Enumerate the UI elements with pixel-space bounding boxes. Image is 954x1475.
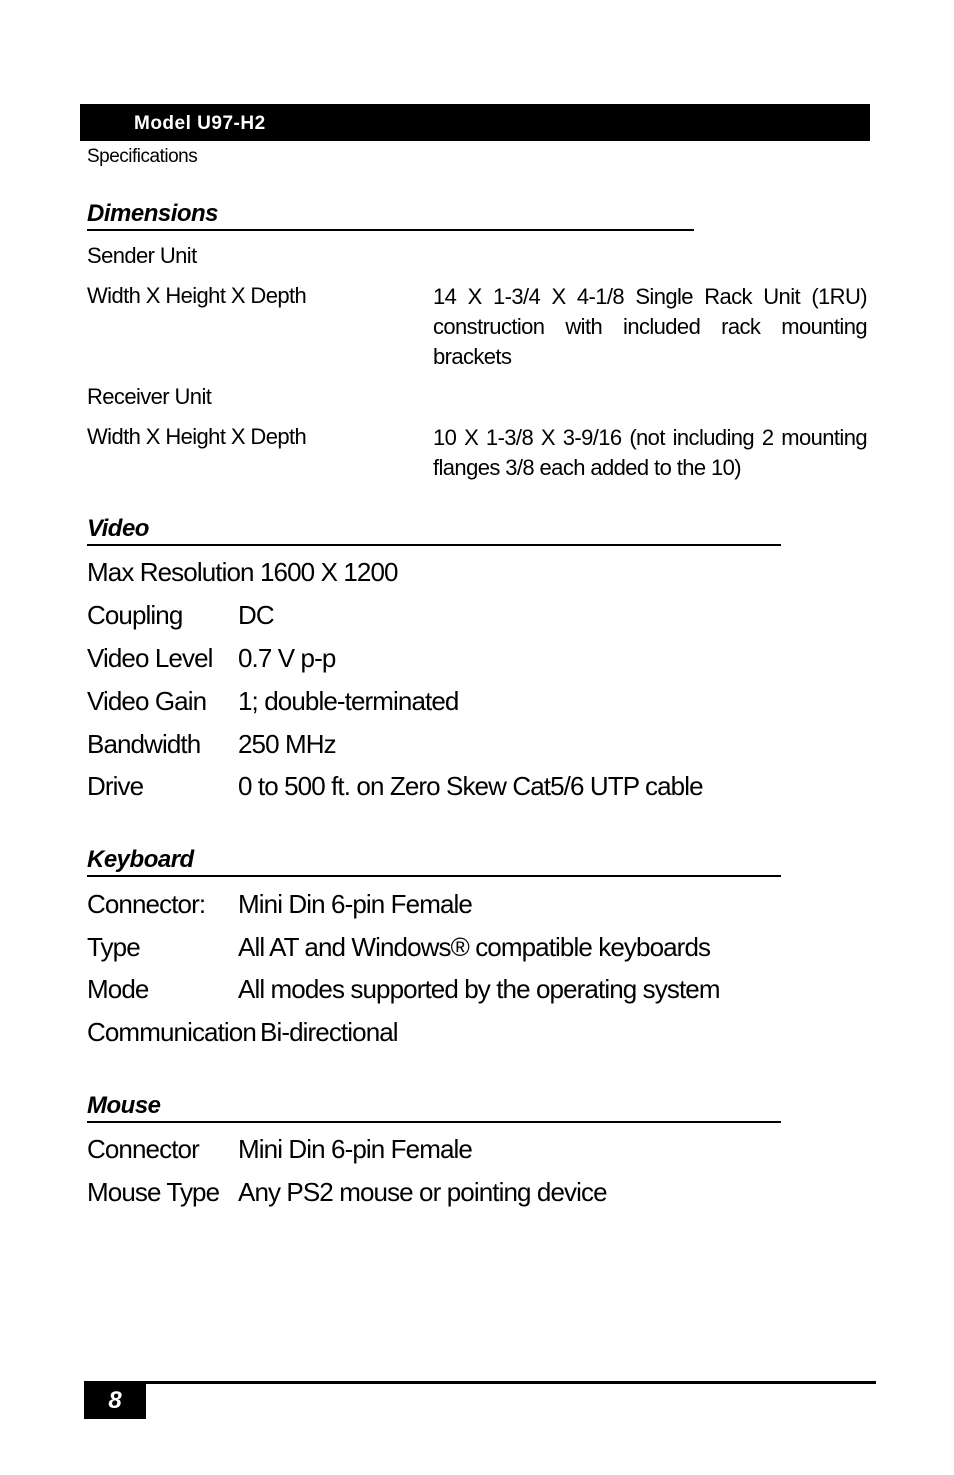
video-value-bandwidth: 250 MHz — [238, 729, 336, 759]
section-heading-dimensions: Dimensions — [87, 200, 694, 231]
keyboard-value-type: All AT and Windows® compatible keyboards — [238, 932, 711, 962]
keyboard-label-type: Type — [87, 932, 140, 962]
video-value-video-gain: 1; double-terminated — [238, 686, 459, 716]
keyboard-label-mode: Mode — [87, 974, 149, 1004]
keyboard-value-connector: Mini Din 6-pin Female — [238, 889, 472, 919]
video-label-bandwidth: Bandwidth — [87, 729, 201, 759]
video-value-coupling: DC — [238, 600, 274, 630]
section-heading-mouse: Mouse — [87, 1092, 781, 1123]
video-label-max-resolution: Max Resolution — [87, 557, 254, 587]
mouse-label-mouse-type: Mouse Type — [87, 1177, 220, 1207]
footer-rule — [84, 1381, 876, 1384]
receiver-unit-label: Receiver Unit — [87, 384, 212, 409]
page-number-box — [84, 1383, 146, 1419]
section-heading-video: Video — [87, 515, 781, 546]
video-label-coupling: Coupling — [87, 600, 183, 630]
section-heading-keyboard: Keyboard — [87, 846, 781, 877]
mouse-value-connector: Mini Din 6-pin Female — [238, 1134, 472, 1164]
keyboard-label-connector: Connector: — [87, 889, 206, 919]
keyboard-value-communication: Bi-directional — [260, 1017, 398, 1047]
video-label-video-level: Video Level — [87, 643, 213, 673]
page-number: 8 — [108, 1387, 122, 1414]
sender-dims-label: Width X Height X Depth — [87, 283, 307, 308]
page-subtitle: Specifications — [87, 146, 198, 167]
model-title: Model U97-H2 — [134, 113, 266, 134]
header-bar — [80, 104, 870, 141]
video-label-video-gain: Video Gain — [87, 686, 207, 716]
keyboard-label-communication: Communication — [87, 1017, 256, 1047]
video-value-drive: 0 to 500 ft. on Zero Skew Cat5/6 UTP cable — [238, 771, 703, 801]
video-value-max-resolution: 1600 X 1200 — [260, 557, 398, 587]
video-label-drive: Drive — [87, 771, 144, 801]
sender-dims-value: 14 X 1-3/4 X 4-1/8 Single Rack Unit (1RU) construction with included rack mounting brackets — [433, 284, 867, 369]
mouse-value-mouse-type: Any PS2 mouse or pointing device — [238, 1177, 607, 1207]
receiver-dims-label: Width X Height X Depth — [87, 424, 307, 449]
mouse-label-connector: Connector — [87, 1134, 199, 1164]
keyboard-value-mode: All modes supported by the operating system — [238, 974, 720, 1004]
sender-unit-label: Sender Unit — [87, 243, 197, 268]
video-value-video-level: 0.7 V p-p — [238, 643, 336, 673]
receiver-dims-value: 10 X 1-3/8 X 3-9/16 (not including 2 mounting flanges 3/8 each added to the 10) — [433, 425, 867, 480]
